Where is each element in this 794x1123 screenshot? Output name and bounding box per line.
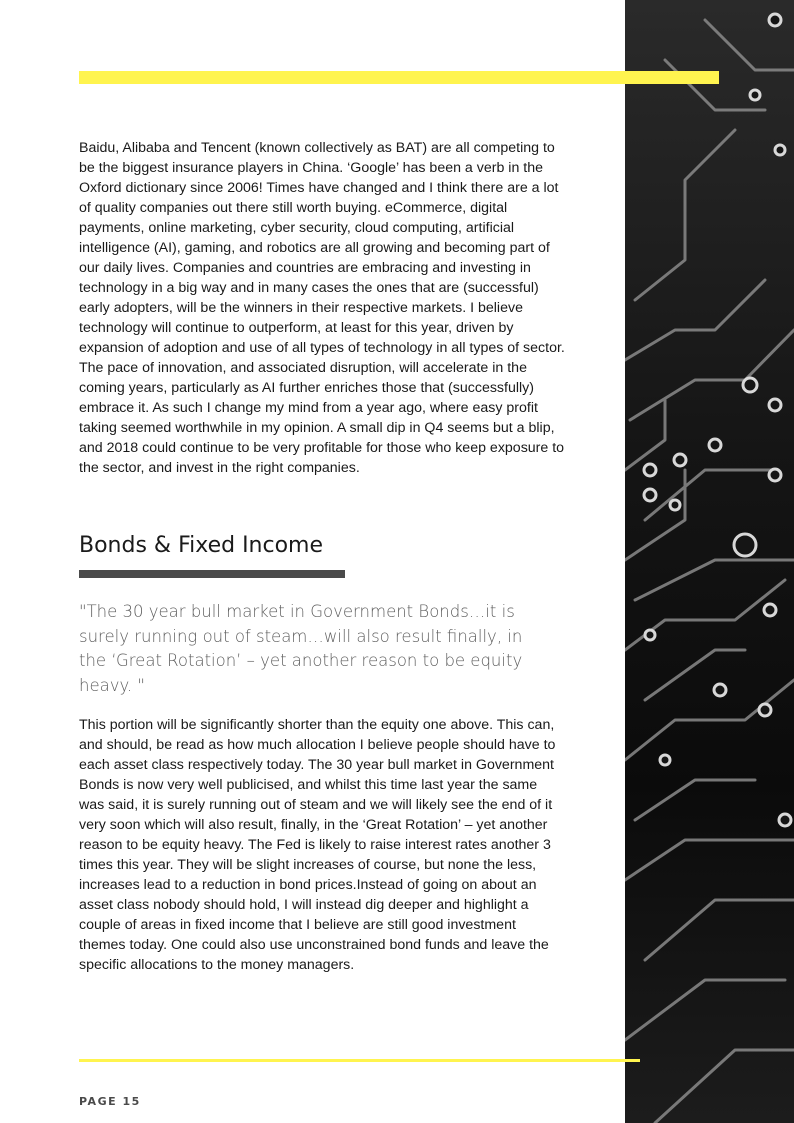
pull-quote: "The 30 year bull market in Government Bonds…it is surely running out of steam…will also result finally, in the ‘Great Rotation’ – yet another reason to be equity heavy. " bbox=[79, 602, 523, 695]
bottom-accent-rule bbox=[79, 1059, 640, 1062]
top-accent-bar bbox=[79, 71, 719, 84]
title-underline bbox=[79, 570, 345, 578]
paragraph-bonds: This portion will be significantly shorter than the equity one above. This can, and should, be read as how much allocation I believe people should have to each asset class respectively today. The 30 year bull market in Government Bonds is now very well publicised, and whilst this time last year the same was said, it is surely running out of steam and we will likely see the end of it very soon which will also result, finally, in the ‘Great Rotation’ – yet another reason to be equity heavy. The Fed is likely to raise interest rates another 3 times this year. They will be slight increases of course, but none the less, increases lead to a reduction in bond prices.Instead of going on about an asset class nobody should hold, I will instead dig deeper and highlight a couple of areas in fixed income that I believe are still good investment themes today. One could also use unconstrained bond funds and leave the specific allocations to the money managers. bbox=[79, 717, 556, 973]
page-number: PAGE 15 bbox=[79, 1095, 141, 1108]
section-title: Bonds & Fixed Income bbox=[79, 533, 324, 558]
paragraph-technology: Baidu, Alibaba and Tencent (known collectively as BAT) are all competing to be the biggest insurance players in China. ‘Google’ has been a verb in the Oxford dictionary since 2006! Times have changed and I think there are a lot of quality companies out there still worth buying. eCommerce, digital payments, online marketing, cyber security, cloud computing, artificial intelligence (AI), gaming, and robotics are all growing and becoming part of our daily lives. Companies and countries are embracing and investing in technology in a big way and in many cases the ones that are (successful) early adopters, will be the winners in their respective markets. I believe technology will continue to outperform, at least for this year, driven by expansion of adoption and use of all types of technology in all types of sector. The pace of innovation, and associated disruption, will accelerate in the coming years, particularly as AI further enriches those that (successfully) embrace it. As such I change my mind from a year ago, where easy profit taking seemed worthwhile in my opinion. A small dip in Q4 seems but a blip, and 2018 could continue to be very profitable for those who keep exposure to the sector, and invest in the right companies. bbox=[79, 140, 565, 476]
circuit-board-image bbox=[625, 0, 794, 1123]
